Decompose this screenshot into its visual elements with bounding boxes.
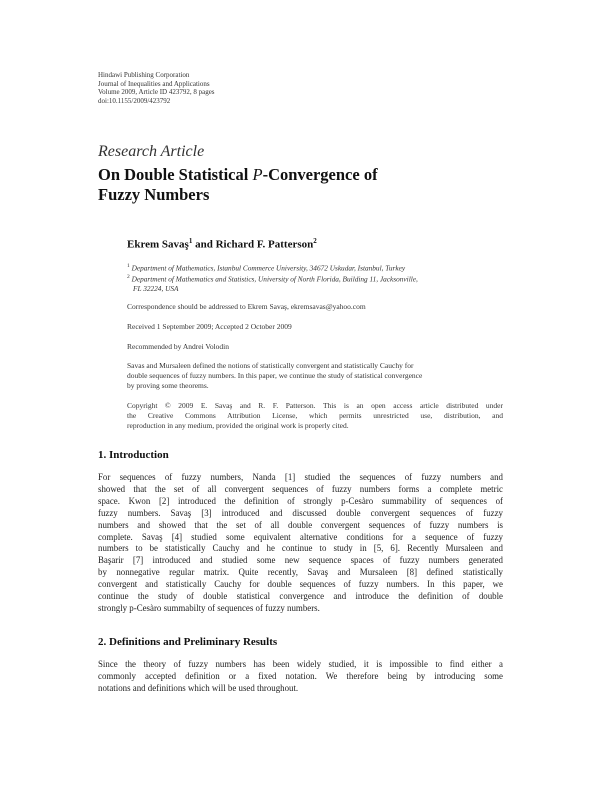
- affiliation-1: $^1$ Department of Mathematics, Istanbul Commerce University, 34672 Uskudar, Istanbul, Turkey: [127, 263, 406, 273]
- body-line: Since the theory of fuzzy numbers has been widely studied, it is impossible to find either a: [98, 659, 503, 669]
- title-line-1: On Double Statistical P-Convergence of: [98, 165, 378, 184]
- body-line: continue the study of double statistical convergence and introduce the definition of double: [98, 591, 503, 602]
- body-line: strongly p-Cesàro summabilty of sequences of fuzzy numbers.: [98, 602, 320, 613]
- affiliation-2: $^2$ Department of Mathematics and Statistics, University of North Florida, Building 11, Jacksonville,: [127, 274, 418, 284]
- article-type: Research Article: [98, 143, 205, 160]
- body-line: fuzzy numbers. Savaş [3] introduced and discussed double convergent sequences of fuzzy: [98, 507, 503, 518]
- copyright-line: Copyright © 2009 E. Savaş and R. F. Patterson. This is an open access article distributed under: [127, 401, 503, 410]
- introduction-body: [98, 472, 503, 615]
- abstract: [127, 361, 503, 390]
- body-line: complete. Savaş [4] studied some equivalent alternative conditions for a sequence of fuzzy: [98, 531, 503, 542]
- title-line-2: Fuzzy Numbers: [98, 185, 210, 204]
- author-1: Ekrem Savaş: [127, 238, 189, 251]
- body-line: showed that the set of all convergent sequences of fuzzy numbers forms a complete metric: [98, 483, 503, 494]
- authors: Ekrem Savaş$^1$ and Richard F. Patterson$^2$: [127, 237, 317, 251]
- received-date: Received 1 September 2009; Accepted 2 October 2009: [127, 322, 292, 331]
- author-2: Richard F. Patterson: [215, 238, 314, 251]
- body-line: numbers and showed that the set of all double convergent sequences of fuzzy numbers is: [98, 519, 503, 530]
- abstract-line: Savas and Mursaleen defined the notions of statistically convergent and statistically Cauchy for: [127, 361, 414, 370]
- recommended-by: Recommended by Andrei Volodin: [127, 342, 230, 351]
- body-line: convergent and statistically Cauchy for double sequences of fuzzy numbers. In this paper, we: [98, 579, 503, 590]
- publisher: Hindawi Publishing Corporation: [98, 71, 190, 79]
- body-line: commonly accepted definition or a fixed notation. We therefore being by introducing some: [98, 670, 503, 681]
- section-heading-introduction: 1. Introduction: [98, 449, 169, 461]
- affiliation-2-cont: FL 32224, USA: [133, 284, 179, 294]
- copyright-line: the Creative Commons Attribution License, which permits unrestricted use, distribution, and: [127, 411, 503, 420]
- journal-info: [98, 71, 215, 105]
- body-line: numbers to be statistically Cauchy and he continue to study in [5, 6]. Recently Mursaleen and: [98, 543, 503, 554]
- body-line: by nonnegative regular matrix. Quite recently, Savaş and Mursaleen [8] defined statistically: [98, 567, 503, 578]
- abstract-line: by proving some theorems.: [127, 380, 209, 390]
- body-line: For sequences of fuzzy numbers, Nanda [1] studied the sequences of fuzzy numbers and: [98, 472, 503, 482]
- abstract-line: double sequences of fuzzy numbers. In this paper, we continue the study of statistical convergence: [127, 370, 423, 380]
- body-line: notations and definitions which will be used throughout.: [98, 682, 299, 693]
- body-line: Başarir [7] introduced and studied some new sequence spaces of fuzzy numbers generated: [98, 555, 503, 566]
- definitions-body: [98, 659, 503, 695]
- volume-line: Volume 2009, Article ID 423792, 8 pages: [98, 88, 215, 97]
- correspondence: Correspondence should be addressed to Ekrem Savaş, ekremsavas@yahoo.com: [127, 302, 366, 311]
- title-variable: P: [252, 165, 263, 184]
- affiliations: [127, 262, 418, 294]
- body-line: space. Kwon [2] introduced the definition of strongly p-Cesàro summability of sequences of: [98, 495, 503, 506]
- section-heading-definitions: 2. Definitions and Preliminary Results: [98, 636, 278, 648]
- journal-name: Journal of Inequalities and Applications: [98, 79, 210, 88]
- doi: doi:10.1155/2009/423792: [98, 96, 171, 105]
- copyright-line: reproduction in any medium, provided the original work is properly cited.: [127, 421, 349, 430]
- paper-title: [98, 165, 378, 205]
- copyright-notice: [127, 401, 503, 431]
